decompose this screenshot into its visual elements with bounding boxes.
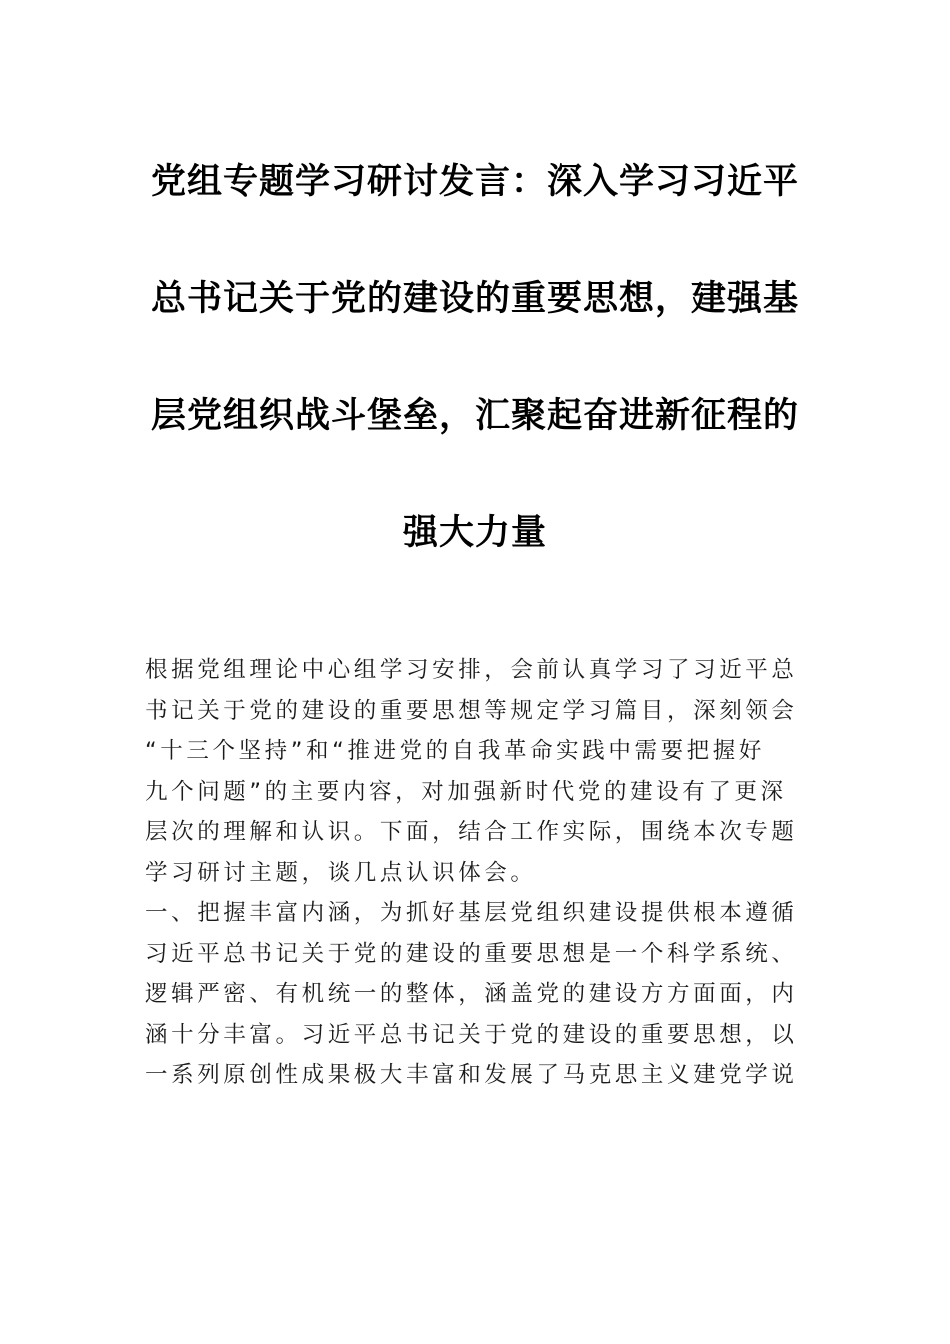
document-title xyxy=(120,152,830,620)
body-line: 一系列原创性成果极大丰富和发展了马克思主义建党学说 xyxy=(145,1062,798,1088)
body-line: 逻辑严密、有机统一的整体，涵盖党的建设方方面面，内 xyxy=(145,981,798,1007)
body-line: 根据党组理论中心组学习安排，会前认真学习了习近平总 xyxy=(145,657,798,683)
title-line-2: 总书记关于党的建设的重要思想，建强基 xyxy=(150,279,799,319)
body-line: 学习研讨主题，谈几点认识体会。 xyxy=(145,859,537,886)
body-line: 层次的理解和认识。下面，结合工作实际，围绕本次专题 xyxy=(145,819,798,845)
body-line: 习近平总书记关于党的建设的重要思想是一个科学系统、 xyxy=(145,940,798,967)
body-line: 涵十分丰富。习近平总书记关于党的建设的重要思想，以 xyxy=(145,1021,798,1048)
body-line: 书记关于党的建设的重要思想等规定学习篇目，深刻领会 xyxy=(145,697,798,724)
body-line: “十三个坚持”和“推进党的自我革命实践中需要把握好 xyxy=(145,738,765,764)
document-body xyxy=(145,650,815,1096)
title-line-3: 层党组织战斗堡垒，汇聚起奋进新征程的 xyxy=(150,396,799,436)
section-heading: 一、把握丰富内涵，为抓好基层党组织建设提供根本遵循 xyxy=(145,900,798,926)
body-line: 九个问题”的主要内容，对加强新时代党的建设有了更深 xyxy=(145,778,787,805)
title-line-4: 强大力量 xyxy=(402,513,547,553)
title-line-1: 党组专题学习研讨发言：深入学习习近平 xyxy=(150,162,799,202)
